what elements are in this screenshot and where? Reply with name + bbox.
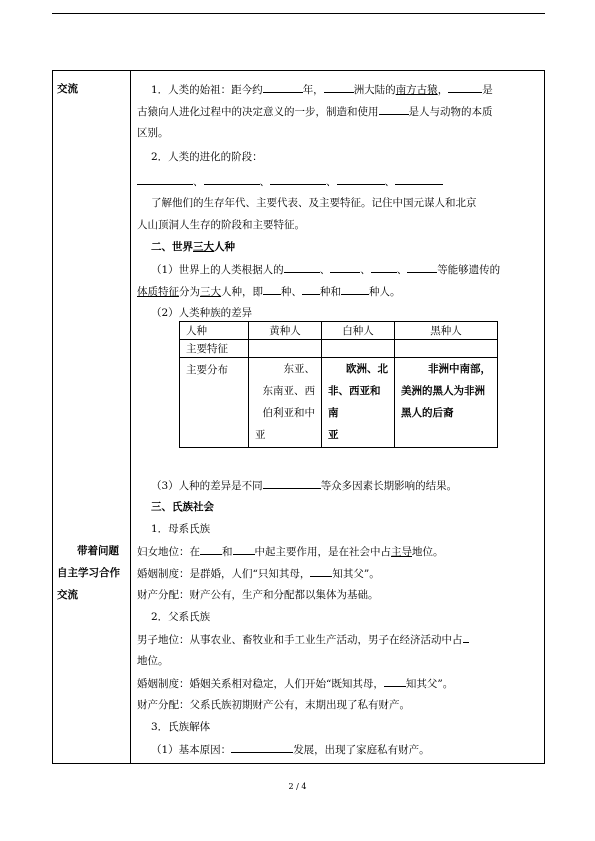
race-table: [179, 321, 498, 448]
s2-line2: 体质特征分为三大人种，即 种、 种和 种人。: [137, 283, 401, 299]
s1-line1: 1．人类的始祖：距今约 年， 洲大陆的南方古猿， 是: [151, 81, 493, 97]
race-row-label: 主要分布: [180, 358, 249, 448]
s1-line6: 了解他们的生存年代、主要代表、及主要特征。记住中国元谋人和北京: [151, 197, 477, 209]
label-column: [53, 71, 131, 763]
s3-heading: 三、氏族社会: [151, 501, 214, 513]
s1-line7: 人山顶洞人生存的阶段和主要特征。: [137, 219, 305, 231]
s3-mother-property: 财产分配：财产公有，生产和分配都以集体为基础。: [137, 589, 379, 601]
worksheet-table: [52, 70, 545, 764]
s2-heading: 二、世界三大人种: [151, 241, 235, 253]
race-row-label: 主要特征: [180, 340, 249, 358]
race-header-cell: 黑种人: [395, 322, 498, 340]
race-header-cell: 黄种人: [249, 322, 322, 340]
page-number: 2 / 4: [288, 782, 307, 791]
s3-sub2: 2．父系氏族: [151, 611, 211, 623]
s3-mother-marriage: 婚姻制度：是群婚，人们“只知其母， 知其父”。: [137, 565, 380, 581]
race-table-row: [180, 340, 498, 358]
s1-line4: 2．人类的进化的阶段：: [151, 151, 263, 163]
race-header-cell: 白种人: [322, 322, 395, 340]
label-bottom-1: 带着问题: [77, 545, 119, 557]
s3-sub3: 3．氏族解体: [151, 721, 211, 733]
header-rule: [52, 13, 545, 14]
s2-line3: （2）人类种族的差异: [151, 307, 253, 319]
s3-reason: （1）基本原因： 发展，出现了家庭私有财产。: [151, 741, 430, 757]
label-top: 交流: [57, 83, 78, 95]
race-cell-white: 欧洲、北 非、西亚和南 亚: [322, 358, 395, 448]
s3-sub1: 1．母系氏族: [151, 523, 211, 535]
s3-father-men-cont: 地位。: [137, 655, 169, 667]
s3-mother-women: 妇女地位：在 和 中起主要作用，是在社会中占主导地位。: [137, 543, 444, 559]
s2-line4: （3）人种的差异是不同 等众多因素长期影响的结果。: [151, 477, 457, 493]
race-cell: [395, 340, 498, 358]
label-bottom-2: 自主学习合作: [57, 567, 120, 579]
race-header-cell: 人种: [180, 322, 249, 340]
s3-father-marriage: 婚姻制度：婚姻关系相对稳定，人们开始“既知其母， 知其父”。: [137, 675, 453, 691]
race-table-row: [180, 358, 498, 448]
s3-father-men: 男子地位：从事农业、畜牧业和手工业生产活动，男子在经济活动中占: [137, 631, 469, 647]
race-table-header-row: [180, 322, 498, 340]
s2-line1: （1）世界上的人类根据人的 、 、 、 等能够遗传的: [151, 261, 500, 277]
s1-line2: 古猿向人进化过程中的决定意义的一步，制造和使用 是人与动物的本质: [137, 103, 493, 119]
s3-father-property: 财产分配：父系氏族初期财产公有，末期出现了私有财产。: [137, 699, 410, 711]
race-cell-yellow: 东亚、 东南亚、西 伯利亚和中 亚: [249, 358, 322, 448]
race-cell: [249, 340, 322, 358]
race-cell: [322, 340, 395, 358]
s1-stage-blanks: 、 、 、 、: [137, 173, 443, 189]
label-bottom-3: 交流: [57, 589, 78, 601]
s1-line3: 区别。: [137, 127, 169, 139]
race-cell-black: 非洲中南部， 美洲的黑人为非洲 黑人的后裔: [395, 358, 498, 448]
